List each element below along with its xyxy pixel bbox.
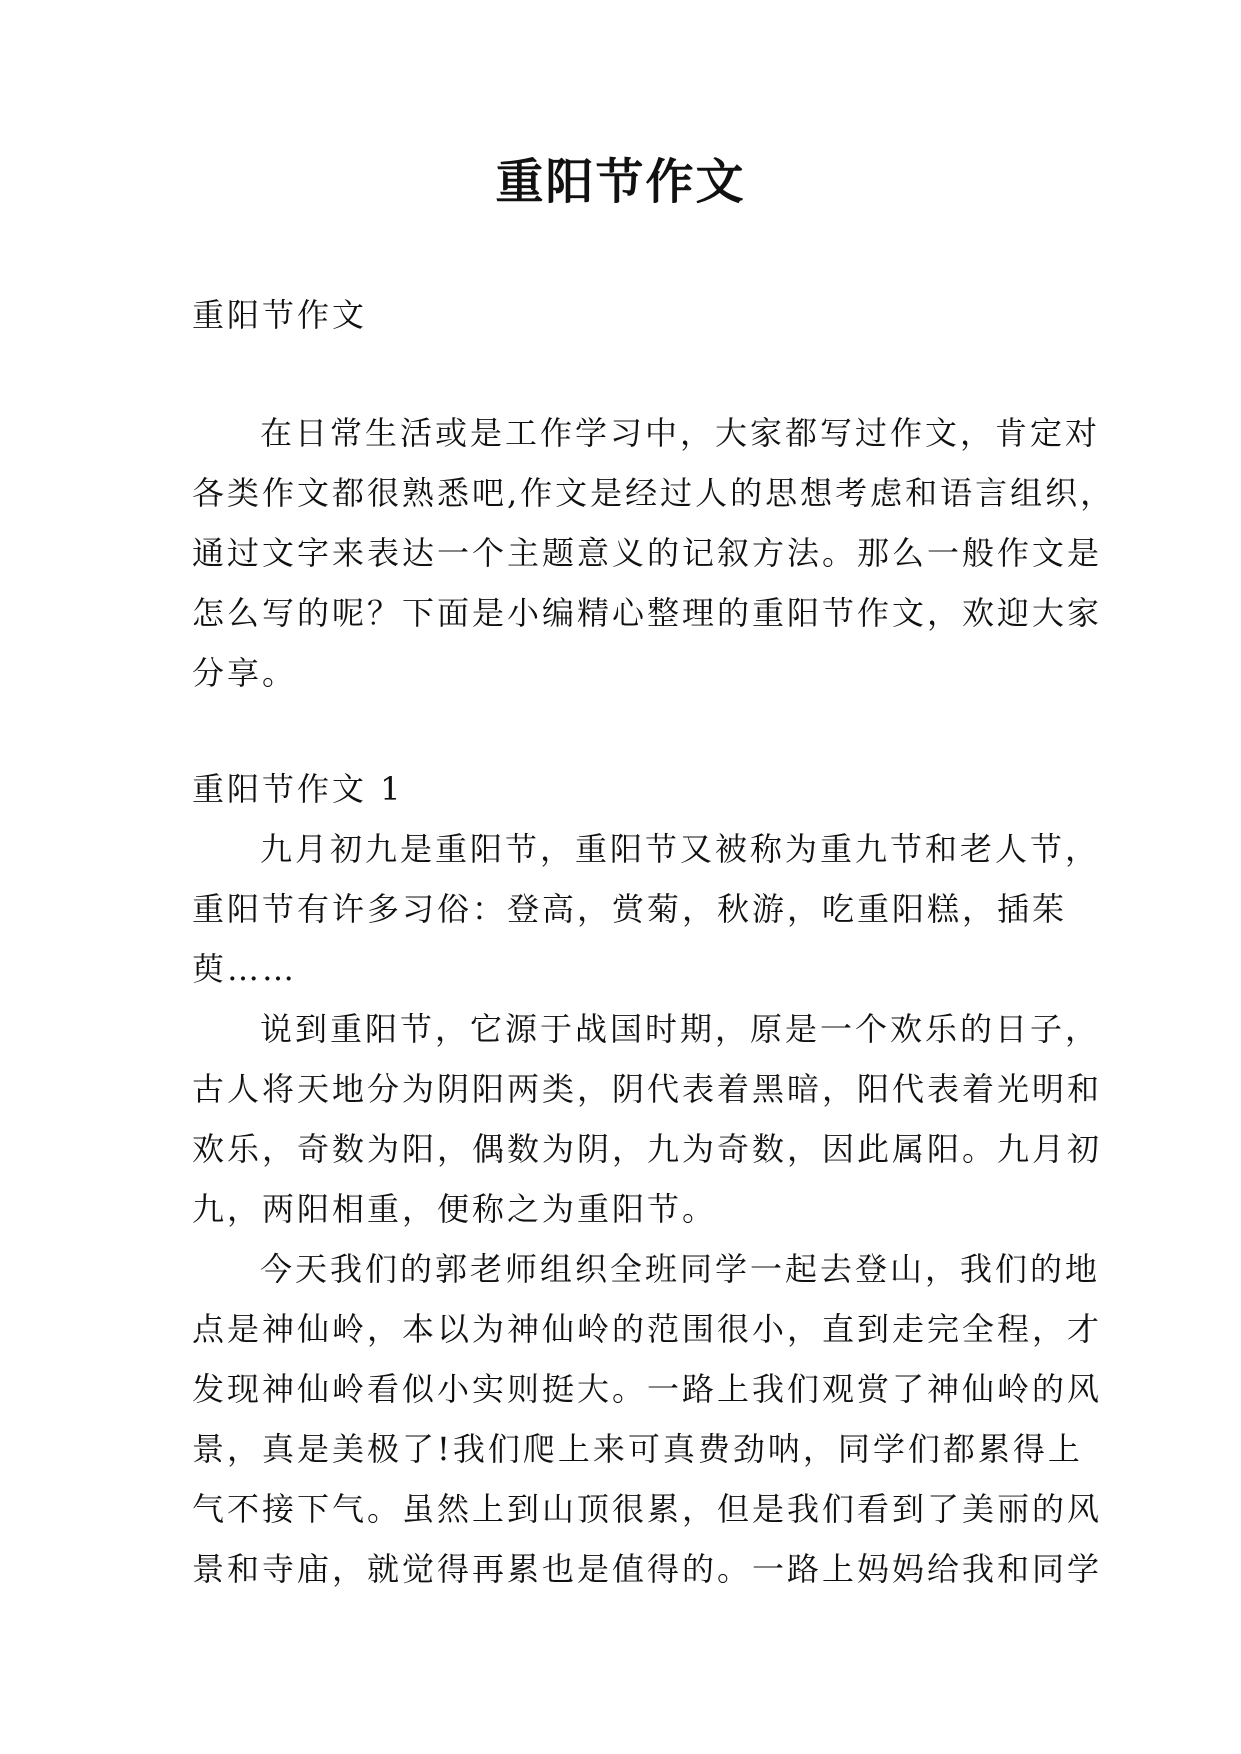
paragraph-line: 欢乐，奇数为阳，偶数为阴，九为奇数，因此属阳。九月初	[192, 1130, 1103, 1168]
paragraph-line: 今天我们的郭老师组织全班同学一起去登山，我们的地	[260, 1250, 1101, 1288]
paragraph-origin	[192, 999, 1103, 1239]
paragraph-line: 古人将天地分为阴阳两类，阴代表着黑暗，阳代表着光明和	[192, 1070, 1103, 1108]
paragraph-line: 说到重阳节，它源于战国时期，原是一个欢乐的日子，	[260, 1010, 1101, 1048]
paragraph-line: 点是神仙岭，本以为神仙岭的范围很小，直到走完全程，才	[192, 1310, 1103, 1348]
intro-line: 各类作文都很熟悉吧,作文是经过人的思想考虑和语言组织，	[192, 474, 1116, 512]
paragraph-line: 景，真是美极了!我们爬上来可真费劲呐，同学们都累得上	[192, 1430, 1083, 1468]
paragraph-line: 景和寺庙，就觉得再累也是值得的。一路上妈妈给我和同学	[192, 1550, 1103, 1588]
intro-line: 在日常生活或是工作学习中，大家都写过作文，肯定对	[260, 414, 1101, 452]
paragraph-line: 气不接下气。虽然上到山顶很累，但是我们看到了美丽的风	[192, 1490, 1103, 1528]
document-body	[192, 285, 1116, 1599]
intro-line: 通过文字来表达一个主题意义的记叙方法。那么一般作文是	[192, 534, 1103, 572]
paragraph-customs	[192, 819, 1101, 999]
paragraph-line: 九，两阳相重，便称之为重阳节。	[192, 1190, 718, 1228]
document-subtitle: 重阳节作文	[192, 296, 368, 334]
paragraph-line: 重阳节有许多习俗：登高，赏菊，秋游，吃重阳糕，插茱	[192, 890, 1068, 928]
intro-paragraph	[192, 403, 1116, 703]
paragraph-line: 九月初九是重阳节，重阳节又被称为重九节和老人节，	[260, 830, 1101, 868]
paragraph-line: 发现神仙岭看似小实则挺大。一路上我们观赏了神仙岭的风	[192, 1370, 1103, 1408]
intro-line: 分享。	[192, 654, 298, 692]
paragraph-climbing	[192, 1239, 1103, 1599]
section-heading: 重阳节作文 1	[192, 770, 404, 808]
intro-line: 怎么写的呢？下面是小编精心整理的重阳节作文，欢迎大家	[192, 594, 1103, 632]
paragraph-line: 萸……	[192, 950, 298, 988]
document-title: 重阳节作文	[495, 154, 746, 210]
